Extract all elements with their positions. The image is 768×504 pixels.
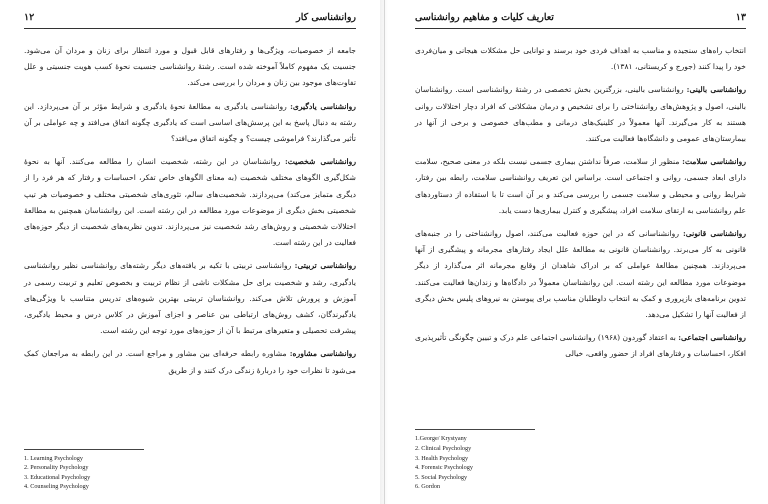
page-header: [24, 12, 356, 28]
footnote: 2. Clinical Psychology: [415, 445, 472, 453]
page-number: ۱۲: [24, 12, 35, 23]
footnote-rule: [415, 429, 535, 430]
section-term: روانشناسی شخصیت:: [285, 157, 356, 167]
paragraph: [415, 43, 746, 75]
footnote: 1.George/ Krystyany: [415, 435, 467, 443]
footnote: 4. Counseling Psychology: [24, 483, 89, 491]
section-term: روانشناسی یادگیری:: [290, 101, 356, 111]
paragraph: [415, 82, 746, 147]
footnote: 5. Social Psychology: [415, 473, 468, 481]
footnote: 3. Health Psychology: [415, 454, 469, 462]
header-rule: [24, 28, 356, 29]
paragraph: [24, 154, 356, 251]
paragraph: [24, 43, 356, 92]
page-number: ۱۳: [735, 12, 746, 23]
paragraph-text: به اعتقاد گوردون (۱۹۶۸) روانشناسی اجتماعی علم درک و تبیین چگونگی تأثیرپذیری افکار، احساسات و رفتارهای افراد از حضور واقعی، خیالی: [415, 333, 746, 359]
right-page: [384, 0, 768, 504]
paragraph-text: مشاوره رابطه حرفه‌ای بین مشاور و مراجع است. در این رابطه به مراجعان کمک می‌شود تا نظرات خود را دربارهٔ زندگی درک کنند و از طریق: [24, 349, 356, 375]
paragraph: [24, 258, 356, 339]
section-term: روانشناسی بالینی:: [686, 85, 747, 95]
page-header: [415, 12, 746, 28]
section-term: روانشناسی سلامت:: [682, 157, 746, 167]
paragraph-text: روانشناسی بالینی، بزرگترین بخش تخصصی در رشتهٔ روانشناسی است. روانشناسان بالینی، اصول و پژوهش‌های روانشناختی را برای تشخیص و درمان مشکلاتی که افراد دچار اختلالات روانی هستند به کار می‌گیرند. آنها معمولاً در کلینیک‌های درمانی و مطب‌های خصوصی و برخی از آنها در بیمارستان‌های عمومی و دانشگاه‌ها فعالیت می‌کنند.: [415, 85, 746, 144]
paragraph-text: روانشناسان در این رشته، شخصیت انسان را مطالعه می‌کنند. آنها به نحوهٔ شکل‌گیری الگوهای مختلف شخصیت (به معنای الگوهای خاص تفکر، احساسات و رفتار که هر فرد را از دیگری متمایز می‌کند) می‌پردازند. شخصیت‌های سالم، تئوری‌های شخصیتی مختلف و خصوصیات هر تیپ شخصیتی بخش دیگری از موضوعات مورد مطالعه در این رشته است. این روانشناسان همچنین به مطالعهٔ اختلالات شخصیتی و روش‌های رشد شخصیت نیز می‌پردازند. تدوین نظریه‌های شخصیت از دیگر حوزه‌های فعالیت در این رشته است.: [24, 157, 356, 248]
page-body: [24, 43, 356, 379]
footnotes: [24, 443, 144, 492]
paragraph-text: روانشناسی یادگیری به مطالعهٔ نحوهٔ یادگیری و شرایط مؤثر بر آن می‌پردازد. این رشته به دنبال پاسخ به این پرسش‌های اساسی است که یادگیری چگونه اتفاق می‌افتد و چه عواملی بر آن تأثیر می‌گذارند؟ فراموشی چیست؟ و چگونه اتفاق می‌افتد؟: [24, 101, 356, 144]
page-body: [415, 43, 746, 363]
section-term: روانشناسی تربیتی:: [294, 261, 357, 271]
footnotes: [415, 423, 535, 492]
footnote: 6. Gordon: [415, 483, 441, 491]
paragraph-text: منظور از سلامت، صرفاً نداشتن بیماری جسمی نیست بلکه در معنی صحیح، سلامت دارای ابعاد جسمی، روانی و اجتماعی است. براساس این تعریف روانشناسی سلامت، رابطه بین رفتار، شرایط روانی و محیطی و سلامت جسمی را بررسی می‌کند و بر آن است تا با استفاده از دستاوردهای علم روانشناسی به ارتقای سلامت افراد، پیشگیری و کنترل بیماری‌ها دست یابد.: [415, 157, 746, 215]
section-term: روانشناسی مشاوره:: [289, 349, 357, 359]
paragraph: [24, 346, 356, 378]
section-term: روانشناسی اجتماعی:: [678, 333, 746, 343]
header-rule: [415, 28, 746, 29]
running-title: روانشناسی کار: [296, 12, 356, 23]
paragraph: [415, 226, 746, 323]
paragraph-text: روانشناسانی که در این حوزه فعالیت می‌کنند، اصول روانشناختی را در جنبه‌های قانونی به کار می‌برند. روانشناسان قانونی به مطالعهٔ علل ایجاد رفتارهای مجرمانه و پیشگیری از آنها می‌پردازند. همچنین مطالعهٔ عواملی که بر ادراک شاهدان از وقایع مجرمانه اثر می‌گذارد از دیگر موضوعات مورد مطالعه این رشته است. این روانشناسان معمولاً در دادگاه‌ها و زندان‌ها فعالیت می‌کنند. تدوین برنامه‌های بازپروری و کمک به انتخاب داوطلبان مناسب برای پیوستن به نیروهای پلیس بخش دیگری از فعالیت آنها را تشکیل می‌دهد.: [415, 229, 746, 320]
paragraph: [24, 99, 356, 148]
running-title: تعاریف کلیات و مفاهیم روانشناسی: [415, 12, 554, 23]
footnote: 4. Forensic Psychology: [415, 464, 473, 472]
paragraph: [415, 154, 746, 219]
paragraph-text: انتخاب راه‌های سنجیده و مناسب به اهداف فردی خود برسند و توانایی حل مشکلات هیجانی و میان‌فردی خود را پیدا کنند (جورج و کریستانی، ۱۳۸۱).: [415, 46, 746, 72]
footnote-rule: [24, 449, 144, 450]
section-term: روانشناسی قانونی:: [682, 229, 747, 239]
paragraph-text: روانشناسی تربیتی با تکیه بر یافته‌های دیگر رشته‌های روانشناسی نظیر روانشناسی یادگیری، رشد و شخصیت برای حل مشکلات ناشی از نظام تربیت و بخصوص تعلیم و تربیت رسمی در آموزش و پرورش تلاش می‌کند. روانشناسان تربیتی بهترین شیوه‌های تدریس متناسب با ویژگی‌های یادگیرندگان، کشف روش‌های ارتباطی بین عناصر و اجزای آموزش در کلاس درس و محیط یادگیری، پیشرفت تحصیلی و متغیرهای مرتبط با آن از حوزه‌های مورد توجه این رشته است.: [24, 261, 356, 336]
footnote: 2. Personality Psychology: [24, 464, 89, 472]
footnote: 1. Learning Psychology: [24, 454, 83, 462]
paragraph-text: جامعه از خصوصیات، ویژگی‌ها و رفتارهای قابل قبول و مورد انتظار برای زنان و مردان آن می‌شود. جنسیت یک مفهوم کاملاً آموخته شده است. رشتهٔ روانشناسی جنسیت نحوهٔ کسب هویت جنسیتی و علل تفاوت‌های موجود بین زنان و مردان را بررسی می‌کند.: [24, 46, 356, 88]
paragraph: [415, 330, 746, 362]
footnote: 3. Educational Psychology: [24, 473, 91, 481]
